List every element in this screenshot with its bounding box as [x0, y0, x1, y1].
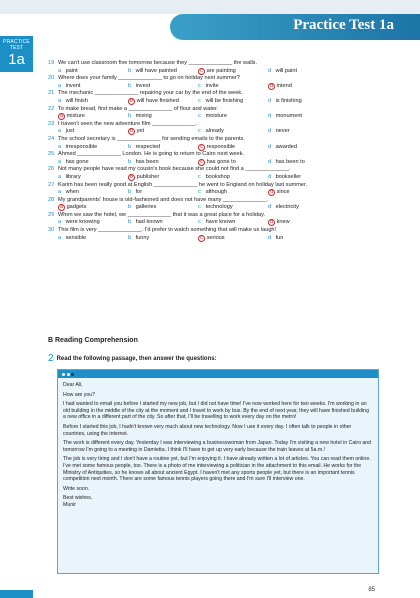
question-text: I haven't seen the new adventure film ______________.	[58, 120, 198, 127]
question-number: 26	[48, 166, 55, 173]
answer-option[interactable]	[198, 159, 268, 167]
email-titlebar	[58, 370, 378, 378]
option-letter: d	[268, 204, 272, 211]
question-text: Where does your family ______________ to go on holiday next summer?	[58, 75, 240, 82]
answer-option[interactable]	[128, 113, 198, 121]
circled-answer-letter: d	[269, 219, 274, 226]
answer-option[interactable]	[58, 189, 128, 197]
side-strip	[0, 36, 33, 598]
option-letter: c	[198, 173, 201, 180]
task-text: Read the following passage, then answer the questions:	[56, 356, 217, 362]
option-text: gadgets	[66, 204, 87, 211]
answer-option[interactable]	[198, 204, 268, 212]
answer-options	[48, 174, 378, 182]
option-letter: b	[128, 234, 132, 241]
question-item	[48, 166, 378, 181]
answer-options	[48, 159, 378, 167]
option-text: technology	[205, 204, 233, 211]
option-letter: a	[58, 67, 62, 74]
answer-options	[48, 204, 378, 212]
answer-options	[48, 189, 378, 197]
question-item	[48, 75, 378, 90]
option-letter: b	[128, 158, 132, 165]
circled-answer-letter: d	[269, 189, 274, 196]
answer-option[interactable]	[128, 128, 198, 136]
option-text: respected	[135, 143, 161, 150]
question-text: This film is very ______________. I'd prefer to watch something that will make us laugh!	[58, 227, 277, 234]
email-signature: Munir	[63, 501, 76, 508]
question-text: My grandparents' house is old-fashioned and does not have many ______________.	[58, 196, 269, 203]
answer-option[interactable]	[268, 68, 338, 76]
answer-option[interactable]	[198, 113, 268, 121]
option-letter: c	[198, 128, 201, 135]
question-line	[48, 151, 378, 159]
page-number-right: 85	[368, 587, 375, 593]
option-text: electricity	[275, 204, 299, 211]
answer-options	[48, 128, 378, 136]
question-number: 29	[48, 211, 55, 218]
option-letter: c	[198, 82, 201, 89]
question-item	[48, 197, 378, 212]
answer-options	[48, 98, 378, 106]
email-greeting: Dear Ali,	[63, 382, 83, 388]
question-number: 23	[48, 120, 55, 127]
answer-option[interactable]	[268, 174, 338, 182]
question-text: The school secretary is ______________ for sending emails to the parents.	[58, 135, 245, 142]
option-text: mixing	[135, 113, 152, 120]
option-text: for	[135, 189, 143, 196]
answer-option[interactable]	[58, 68, 128, 76]
answer-option[interactable]	[268, 204, 338, 212]
answer-option[interactable]	[198, 128, 268, 136]
answer-option[interactable]	[198, 98, 268, 106]
option-text: will have painted	[135, 67, 177, 74]
answer-option[interactable]	[58, 113, 128, 121]
option-text: although	[205, 189, 228, 196]
question-item	[48, 212, 378, 227]
answer-option[interactable]	[128, 219, 198, 227]
circled-answer-letter: b	[129, 128, 134, 135]
answer-option[interactable]	[58, 83, 128, 91]
option-text: never	[275, 128, 290, 135]
option-letter: c	[198, 204, 201, 211]
question-line	[48, 227, 378, 235]
option-text: will have finished	[136, 97, 179, 104]
answer-option[interactable]	[58, 159, 128, 167]
email-line: How are you?	[63, 391, 96, 398]
option-letter: b	[128, 143, 132, 150]
question-text: To make bread, first make a ______________ of flour and water.	[58, 105, 219, 112]
option-letter: c	[198, 189, 201, 196]
option-text: irresponsible	[65, 143, 98, 150]
option-text: already	[205, 128, 224, 135]
question-item	[48, 90, 378, 105]
header-stripe	[0, 0, 420, 14]
option-letter: c	[198, 219, 201, 226]
question-number: 19	[48, 60, 55, 66]
question-line	[48, 106, 378, 114]
option-letter: a	[58, 158, 62, 165]
circled-answer-letter: c	[198, 68, 205, 75]
option-text: are painting	[206, 67, 236, 74]
question-text: Ahmed ______________ London. He is going to return to Cairo next week.	[58, 151, 244, 158]
answer-option[interactable]	[268, 144, 338, 152]
email-paragraph: Before I started this job, I hadn't known very much about new technology. Now I use it every day. I often talk to people in other countries, using the internet.	[63, 423, 352, 437]
answer-options	[48, 113, 378, 121]
option-text: yet	[136, 128, 145, 135]
task-instruction	[48, 353, 217, 364]
question-number: 25	[48, 151, 55, 158]
answer-option[interactable]	[128, 174, 198, 182]
option-letter: a	[58, 143, 62, 150]
option-text: knew	[276, 219, 290, 226]
option-text: publisher	[136, 173, 160, 180]
circled-answer-letter: c	[198, 159, 205, 166]
answer-option[interactable]	[128, 68, 198, 76]
option-letter: c	[198, 97, 201, 104]
option-letter: a	[58, 128, 62, 135]
question-number: 30	[48, 227, 55, 234]
option-text: library	[65, 173, 81, 180]
answer-option[interactable]	[128, 83, 198, 91]
option-letter: d	[268, 97, 272, 104]
option-letter: d	[268, 113, 272, 120]
option-letter: d	[268, 173, 272, 180]
option-text: galleries	[135, 204, 157, 211]
question-item	[48, 136, 378, 151]
option-letter: d	[268, 143, 272, 150]
answer-option[interactable]	[268, 219, 338, 227]
answer-options	[48, 83, 378, 91]
question-item	[48, 151, 378, 166]
option-letter: b	[128, 189, 132, 196]
question-item	[48, 121, 378, 136]
section-heading: B Reading Comprehension	[48, 337, 138, 344]
answer-option[interactable]	[268, 113, 338, 121]
question-line	[48, 121, 378, 129]
answer-options	[48, 235, 378, 243]
email-passage	[57, 369, 379, 574]
email-closing: Best wishes,	[63, 495, 93, 502]
option-text: were knowing	[65, 219, 100, 226]
answer-option[interactable]	[198, 174, 268, 182]
email-paragraph: I had wanted to email you before I started my new job, but I did not have time! I've now worked here for two weeks. I'm working in an old building in the middle of the city at the moment and I travel to work by bus. By the end of next year, they will have finished building a new office in a different part of the city. So after that, I'll be travelling to work every day on the metro!	[63, 401, 369, 421]
option-text: awarded	[275, 143, 298, 150]
option-letter: b	[128, 113, 132, 120]
option-text: sensible	[65, 234, 87, 241]
question-item	[48, 60, 378, 75]
option-text: has gone to	[206, 158, 236, 165]
question-item	[48, 227, 378, 242]
answer-option[interactable]	[128, 98, 198, 106]
circled-answer-letter: a	[59, 204, 64, 211]
option-text: will finish	[65, 97, 88, 104]
answer-option[interactable]	[198, 219, 268, 227]
option-text: bookshop	[205, 173, 230, 180]
answer-option[interactable]	[198, 189, 268, 197]
option-text: responsible	[206, 143, 236, 150]
question-line	[48, 75, 378, 83]
circled-answer-letter: c	[198, 235, 205, 242]
option-text: paint	[65, 67, 78, 74]
question-text: Not many people have read my cousin's book because she could not find a ______________.	[58, 166, 291, 173]
email-closing: Write soon.	[63, 485, 90, 492]
answer-option[interactable]	[268, 235, 338, 243]
question-line	[48, 60, 378, 68]
window-dot-icon	[62, 373, 65, 376]
option-letter: d	[268, 234, 272, 241]
circled-answer-letter: d	[269, 82, 274, 89]
answer-options	[48, 219, 378, 227]
option-text: fun	[275, 234, 284, 241]
option-text: has been	[135, 158, 159, 165]
question-number: 24	[48, 135, 55, 142]
option-letter: d	[268, 67, 272, 74]
option-text: will paint	[275, 67, 298, 74]
option-text: has been to	[275, 158, 305, 165]
option-text: serious	[206, 234, 225, 241]
option-letter: c	[198, 113, 201, 120]
option-text: mixture	[66, 113, 85, 120]
answer-option[interactable]	[58, 98, 128, 106]
answer-option[interactable]	[58, 204, 128, 212]
question-list	[48, 60, 378, 242]
answer-option[interactable]	[128, 235, 198, 243]
answer-options	[48, 68, 378, 76]
task-number: 2	[48, 353, 54, 364]
window-dot-icon	[71, 373, 74, 376]
option-letter: d	[268, 128, 272, 135]
question-item	[48, 106, 378, 121]
option-text: since	[276, 189, 290, 196]
page-title: Practice Test 1a	[293, 17, 394, 33]
circled-answer-letter: b	[129, 173, 134, 180]
answer-option[interactable]	[128, 159, 198, 167]
email-paragraph: The work is different every day. Yesterday I was interviewing a businesswoman from Japan. Today I'm visiting a new hotel in Cairo and tomorrow I'm going to a meeting in Damietta. I think I'll have to get up very early because the train leaves at 5a.m.!	[63, 440, 372, 453]
option-text: had known	[135, 219, 163, 226]
question-line	[48, 90, 378, 98]
option-text: when	[65, 189, 79, 196]
answer-option[interactable]	[58, 235, 128, 243]
option-text: moisture	[205, 113, 228, 120]
question-line	[48, 136, 378, 144]
question-number: 28	[48, 196, 55, 203]
option-text: will be finishing	[205, 97, 244, 104]
option-text: invent	[65, 82, 81, 89]
window-dot-icon	[67, 373, 70, 376]
practice-test-label: PRACTICE TEST	[3, 39, 30, 51]
option-letter: b	[128, 82, 132, 89]
answer-option[interactable]	[198, 235, 268, 243]
question-line	[48, 166, 378, 174]
option-letter: a	[58, 219, 62, 226]
option-text: monument	[275, 113, 302, 120]
option-letter: a	[58, 173, 62, 180]
option-letter: b	[128, 67, 132, 74]
option-text: bookseller	[275, 173, 302, 180]
question-number: 27	[48, 181, 55, 188]
option-letter: b	[128, 219, 132, 226]
answer-option[interactable]	[128, 144, 198, 152]
question-text: The mechanic ______________ repairing your car by the end of the week.	[58, 90, 243, 97]
option-text: have known	[205, 219, 236, 226]
option-text: invest	[135, 82, 151, 89]
option-letter: d	[268, 158, 272, 165]
answer-option[interactable]	[268, 189, 338, 197]
option-letter: a	[58, 82, 62, 89]
answer-option[interactable]	[268, 128, 338, 136]
circled-answer-letter: c	[198, 144, 205, 151]
answer-option[interactable]	[128, 189, 198, 197]
option-text: is finishing	[275, 97, 302, 104]
side-bottom-block	[0, 590, 33, 598]
header-banner	[0, 0, 420, 42]
email-paragraph: The job is very tiring and I don't have a routine yet, but I'm enjoying it. I have already written a lot of articles. You can read them online. I've met some famous people, too. There is a photo of me interviewing a politician in the attachment to this email. He works for the Ministry of Antiquities, so he knows all about ancient Egypt. I haven't met any sports people yet, but there is an important tennis competition next month. There are some famous tennis players going there and I'm sure I'll interview one.	[63, 456, 371, 483]
practice-test-number: 1a	[8, 51, 25, 68]
question-number: 21	[48, 90, 55, 97]
option-text: intend	[276, 82, 292, 89]
question-text: When we saw the hotel, we ______________ that it was a great place for a holiday.	[58, 211, 265, 218]
question-item	[48, 182, 378, 197]
question-number: 22	[48, 105, 55, 112]
page-number-left: 14	[6, 563, 14, 570]
question-line	[48, 197, 378, 205]
option-text: has gone	[65, 158, 89, 165]
option-letter: a	[58, 97, 62, 104]
option-text: invite	[205, 82, 219, 89]
option-letter: a	[58, 234, 62, 241]
answer-option[interactable]	[268, 98, 338, 106]
answer-option[interactable]	[58, 128, 128, 136]
question-line	[48, 212, 378, 220]
answer-options	[48, 144, 378, 152]
email-body	[58, 378, 378, 516]
answer-option[interactable]	[268, 83, 338, 91]
circled-answer-letter: b	[129, 97, 134, 104]
option-letter: b	[128, 204, 132, 211]
answer-option[interactable]	[198, 83, 268, 91]
answer-option[interactable]	[58, 174, 128, 182]
question-number: 20	[48, 75, 55, 82]
answer-option[interactable]	[198, 68, 268, 76]
question-line	[48, 182, 378, 190]
question-text: We can't use classroom five tomorrow because they ______________ the walls.	[58, 60, 258, 66]
answer-option[interactable]	[128, 204, 198, 212]
option-text: funny	[135, 234, 150, 241]
answer-option[interactable]	[268, 159, 338, 167]
answer-option[interactable]	[58, 144, 128, 152]
option-text: just	[65, 128, 75, 135]
option-letter: a	[58, 189, 62, 196]
circled-answer-letter: a	[59, 113, 64, 120]
answer-option[interactable]	[198, 144, 268, 152]
question-text: Karim has been really good at English ______________ he went to England on holiday last summer.	[58, 181, 308, 188]
answer-option[interactable]	[58, 219, 128, 227]
practice-test-tab	[0, 36, 33, 72]
